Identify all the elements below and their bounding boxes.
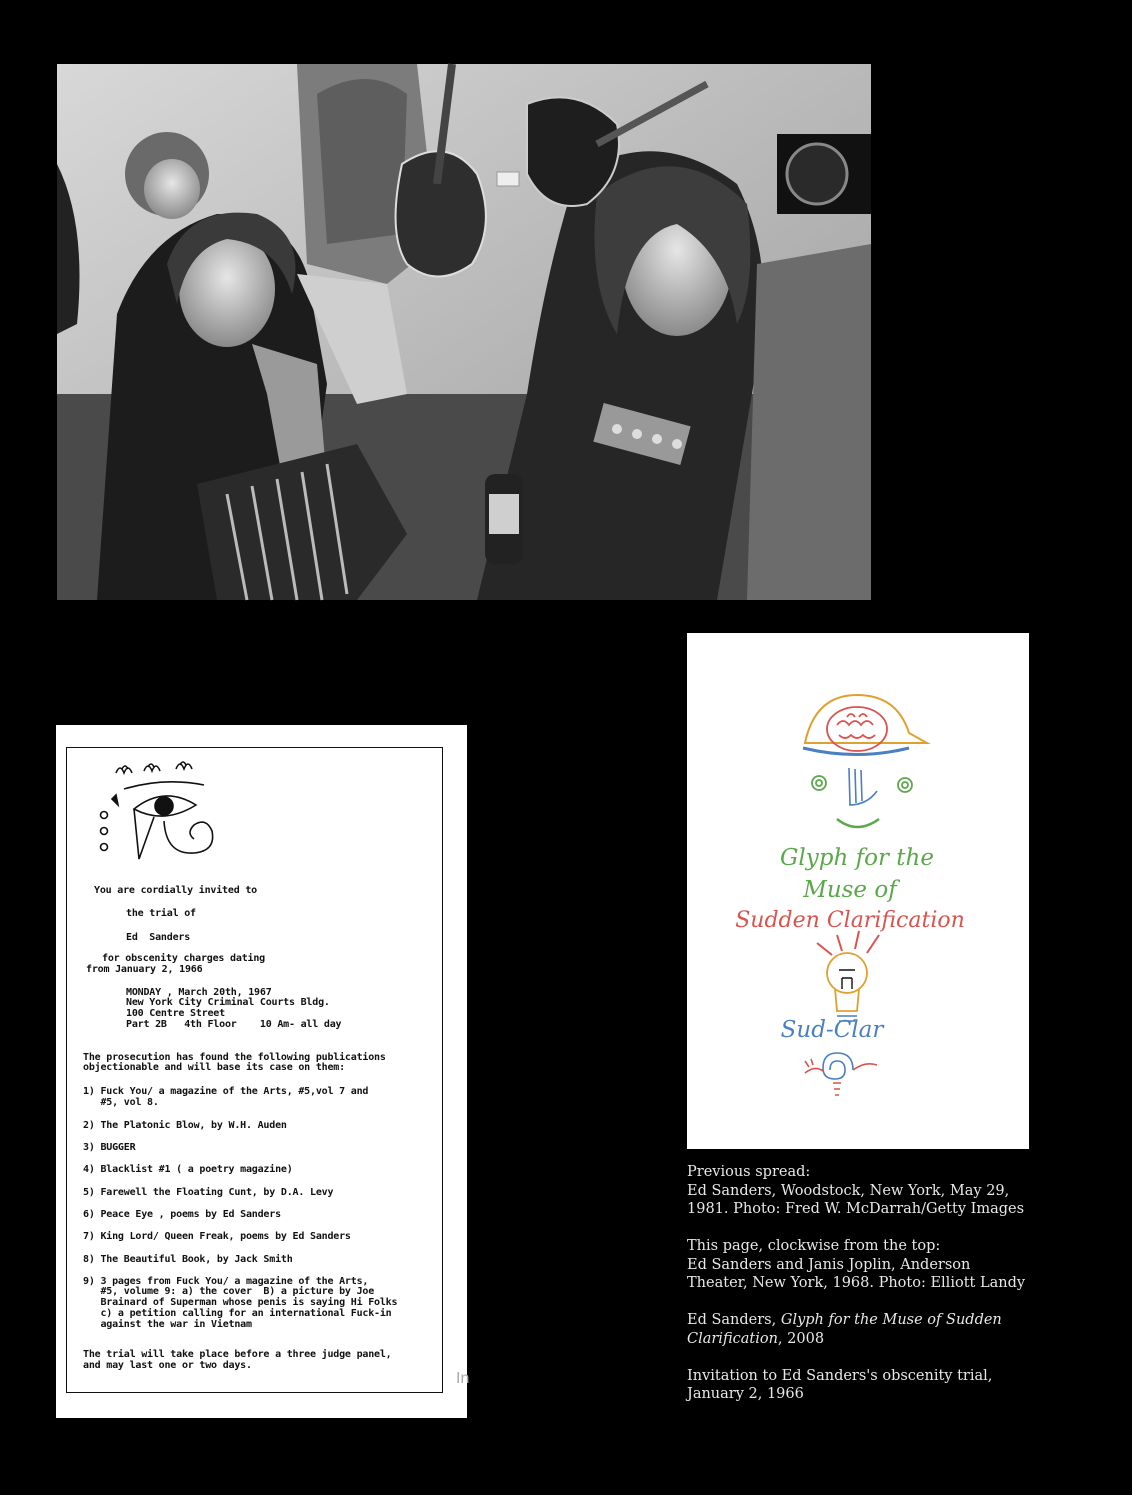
- cropped-caption-fragment: In: [456, 1370, 470, 1387]
- invite-line-6: MONDAY , March 20th, 1967: [126, 987, 272, 998]
- caption-invitation-text: Invitation to Ed Sanders's obscenity trial, January 2, 1966: [687, 1367, 993, 1402]
- caption-glyph-credit: [687, 1311, 1032, 1348]
- captions: [687, 1163, 1032, 1422]
- invite-item-8: 8) The Beautiful Book, by Jack Smith: [83, 1254, 293, 1265]
- invite-item-2: 2) The Platonic Blow, by W.H. Auden: [83, 1120, 287, 1131]
- caption-previous-text: Ed Sanders, Woodstock, New York, May 29, 1981. Photo: Fred W. McDarrah/Getty Images: [687, 1182, 1025, 1217]
- glyph-drawing: [687, 633, 1029, 1149]
- glyph-artwork: [687, 633, 1029, 1149]
- invite-line-4: for obscenity charges dating: [102, 953, 265, 964]
- caption-this-page-label: This page, clockwise from the top:: [687, 1238, 941, 1254]
- invite-item-9-a: #5, volume 9: a) the cover B) a picture by Joe: [83, 1286, 375, 1297]
- caption-glyph-title: Glyph for the Muse of Sudden Clarification: [687, 1312, 1002, 1347]
- invite-item-3: 3) BUGGER: [83, 1142, 136, 1153]
- invite-closing-2: and may last one or two days.: [83, 1360, 252, 1371]
- invite-line-9: Part 2B 4th Floor 10 Am- all day: [126, 1019, 342, 1030]
- invite-line-1: You are cordially invited to: [94, 885, 257, 896]
- invite-line-11: objectionable and will base its case on them:: [83, 1062, 345, 1073]
- caption-this-page: [687, 1237, 1032, 1293]
- caption-glyph-suffix: , 2008: [777, 1330, 825, 1347]
- invite-item-9-c: c) a petition calling for an international Fuck-in: [83, 1308, 392, 1319]
- invite-item-9-b: Brainard of Superman whose penis is saying Hi Folks: [83, 1297, 398, 1308]
- caption-glyph-prefix: Ed Sanders,: [687, 1312, 781, 1328]
- invite-item-6: 6) Peace Eye , poems by Ed Sanders: [83, 1209, 281, 1220]
- invite-line-3: Ed Sanders: [126, 932, 191, 943]
- invite-item-5: 5) Farewell the Floating Cunt, by D.A. Levy: [83, 1187, 334, 1198]
- invite-line-2: the trial of: [126, 908, 196, 919]
- trial-invitation: [56, 725, 470, 1418]
- caption-invitation-credit: [687, 1367, 1032, 1404]
- glyph-text-line-2: Muse of: [803, 877, 897, 903]
- photo-image: [57, 64, 871, 600]
- caption-previous-label: Previous spread:: [687, 1164, 811, 1180]
- invite-item-1: 1) Fuck You/ a magazine of the Arts, #5,vol 7 and: [83, 1086, 369, 1097]
- invite-item-9: 9) 3 pages from Fuck You/ a magazine of the Arts,: [83, 1276, 369, 1287]
- glyph-text-line-1: Glyph for the: [780, 845, 934, 871]
- glyph-text-line-4: Sud-Clar: [780, 1017, 884, 1043]
- glyph-text-line-3: Sudden Clarification: [735, 908, 965, 933]
- invite-item-9-d: against the war in Vietnam: [83, 1319, 252, 1330]
- invite-line-7: New York City Criminal Courts Bldg.: [126, 997, 330, 1008]
- invite-item-1-cont: #5, vol 8.: [83, 1097, 159, 1108]
- invite-closing-1: The trial will take place before a three judge panel,: [83, 1349, 392, 1360]
- eye-of-horus-glyph: [94, 755, 224, 865]
- caption-previous-spread: [687, 1163, 1032, 1219]
- caption-photo-credit: Ed Sanders and Janis Joplin, Anderson Theater, New York, 1968. Photo: Elliott Landy: [687, 1256, 1026, 1291]
- invite-line-5: from January 2, 1966: [86, 964, 203, 975]
- photo-ed-sanders-janis-joplin: [57, 64, 871, 600]
- invite-line-10: The prosecution has found the following publications: [83, 1052, 386, 1063]
- invite-item-7: 7) King Lord/ Queen Freak, poems by Ed Sanders: [83, 1231, 351, 1242]
- invite-line-8: 100 Centre Street: [126, 1008, 225, 1019]
- invite-item-4: 4) Blacklist #1 ( a poetry magazine): [83, 1164, 293, 1175]
